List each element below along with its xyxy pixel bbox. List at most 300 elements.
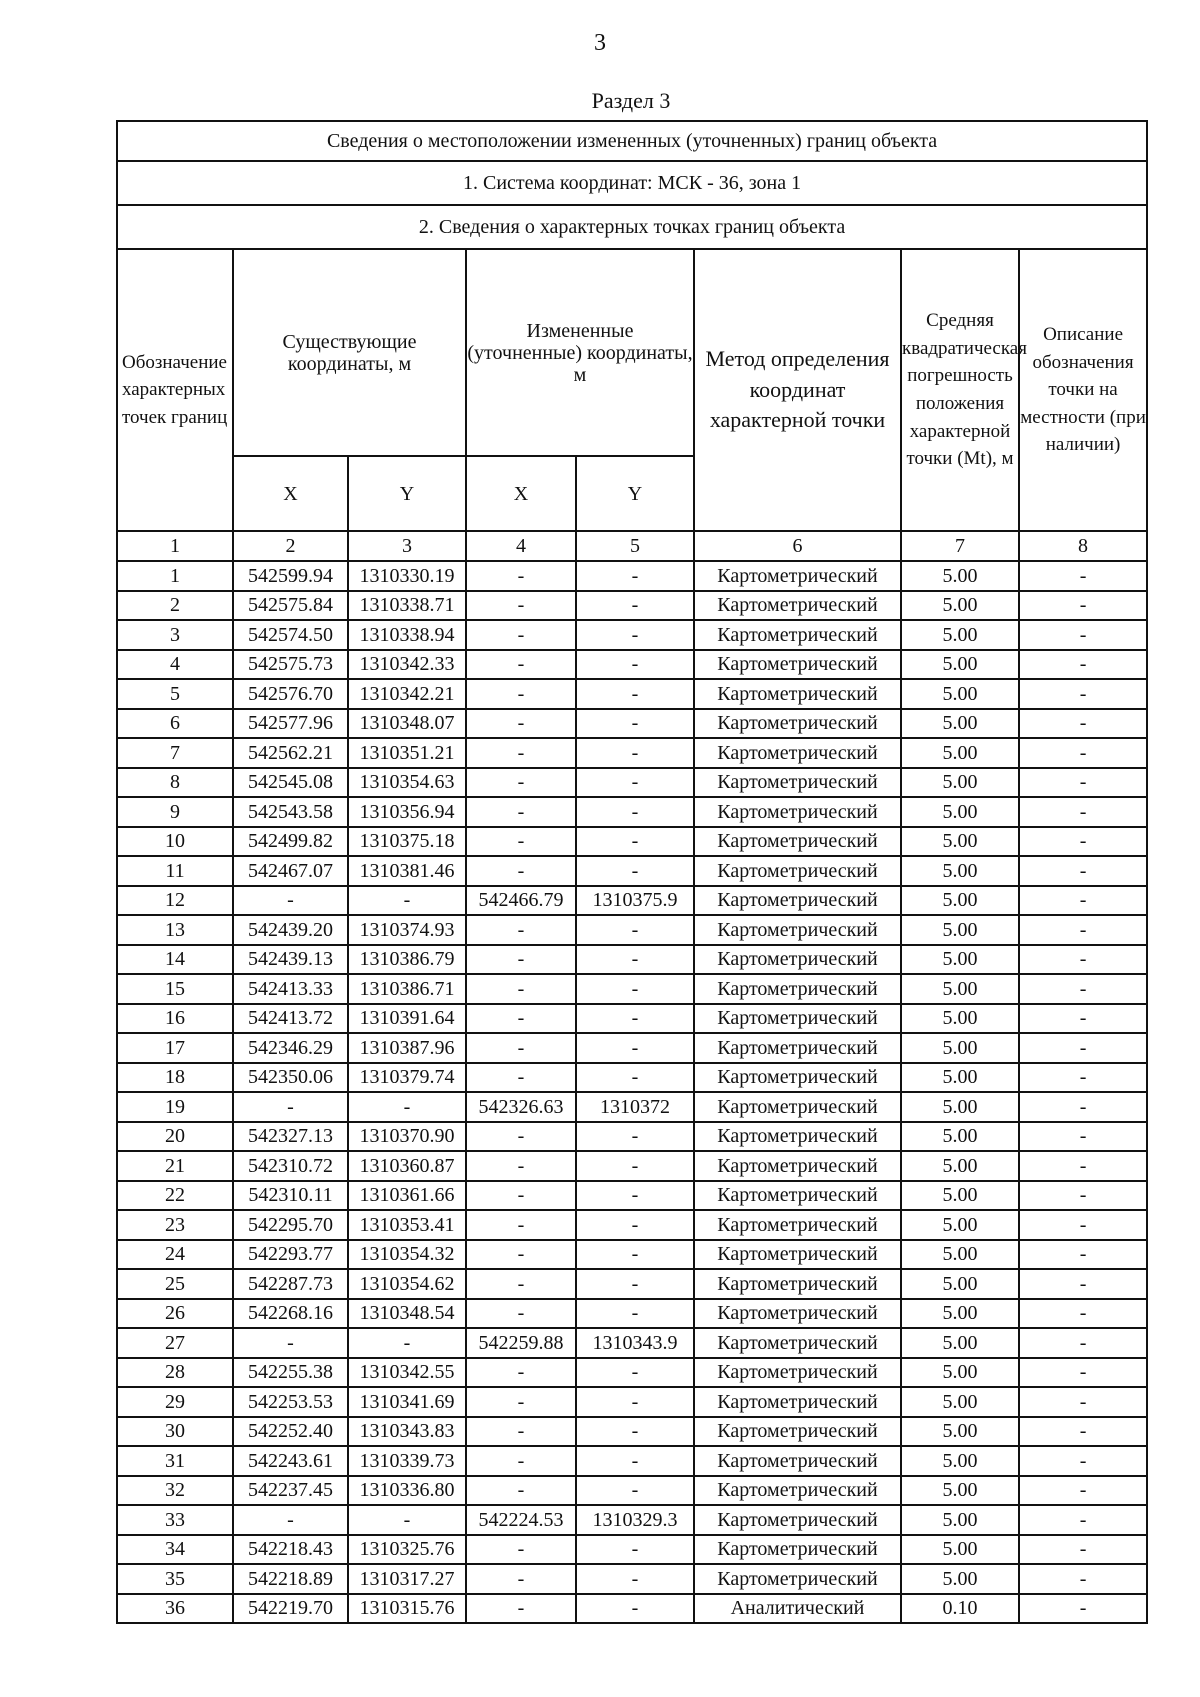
point-number-cell: 32 bbox=[117, 1476, 233, 1506]
existing-y-cell: 1310360.87 bbox=[348, 1151, 466, 1181]
changed-y-cell: - bbox=[576, 1358, 694, 1388]
existing-y-cell: 1310379.74 bbox=[348, 1063, 466, 1093]
error-cell: 5.00 bbox=[901, 1004, 1019, 1034]
method-cell: Картометрический bbox=[694, 886, 901, 916]
table-row bbox=[117, 1535, 1147, 1565]
changed-y-cell: - bbox=[576, 915, 694, 945]
existing-y-cell: 1310348.07 bbox=[348, 709, 466, 739]
description-cell: - bbox=[1019, 591, 1147, 621]
error-cell: 5.00 bbox=[901, 1299, 1019, 1329]
description-cell: - bbox=[1019, 1181, 1147, 1211]
existing-x-cell: 542576.70 bbox=[233, 679, 348, 709]
point-number-cell: 17 bbox=[117, 1033, 233, 1063]
existing-y-cell: - bbox=[348, 1505, 466, 1535]
point-number-cell: 24 bbox=[117, 1240, 233, 1270]
changed-y-cell: 1310375.9 bbox=[576, 886, 694, 916]
description-cell: - bbox=[1019, 561, 1147, 591]
changed-y-cell: - bbox=[576, 561, 694, 591]
header-existing-y: Y bbox=[348, 456, 466, 531]
column-number: 4 bbox=[466, 531, 576, 561]
changed-x-cell: - bbox=[466, 1358, 576, 1388]
existing-x-cell: - bbox=[233, 1328, 348, 1358]
table-row bbox=[117, 915, 1147, 945]
changed-y-cell: - bbox=[576, 591, 694, 621]
changed-y-cell: 1310372 bbox=[576, 1092, 694, 1122]
method-cell: Картометрический bbox=[694, 1446, 901, 1476]
changed-x-cell: - bbox=[466, 620, 576, 650]
point-number-cell: 1 bbox=[117, 561, 233, 591]
changed-y-cell: - bbox=[576, 1004, 694, 1034]
point-number-cell: 9 bbox=[117, 797, 233, 827]
point-number-cell: 5 bbox=[117, 679, 233, 709]
description-cell: - bbox=[1019, 1269, 1147, 1299]
error-cell: 5.00 bbox=[901, 1476, 1019, 1506]
point-number-cell: 35 bbox=[117, 1564, 233, 1594]
table-row bbox=[117, 561, 1147, 591]
method-cell: Картометрический bbox=[694, 1476, 901, 1506]
existing-x-cell: 542413.33 bbox=[233, 974, 348, 1004]
existing-x-cell: 542439.20 bbox=[233, 915, 348, 945]
changed-x-cell: - bbox=[466, 915, 576, 945]
description-cell: - bbox=[1019, 1446, 1147, 1476]
point-number-cell: 3 bbox=[117, 620, 233, 650]
changed-x-cell: - bbox=[466, 1004, 576, 1034]
method-cell: Картометрический bbox=[694, 679, 901, 709]
existing-y-cell: 1310391.64 bbox=[348, 1004, 466, 1034]
description-cell: - bbox=[1019, 915, 1147, 945]
description-cell: - bbox=[1019, 1505, 1147, 1535]
existing-y-cell: 1310354.32 bbox=[348, 1240, 466, 1270]
error-cell: 5.00 bbox=[901, 1358, 1019, 1388]
method-cell: Картометрический bbox=[694, 1151, 901, 1181]
changed-y-cell: - bbox=[576, 1210, 694, 1240]
error-cell: 5.00 bbox=[901, 591, 1019, 621]
error-cell: 5.00 bbox=[901, 561, 1019, 591]
changed-x-cell: - bbox=[466, 738, 576, 768]
table-row bbox=[117, 650, 1147, 680]
existing-x-cell: - bbox=[233, 886, 348, 916]
changed-x-cell: - bbox=[466, 974, 576, 1004]
header-changed-coords: Измененные (уточненные) координаты, м bbox=[466, 249, 694, 456]
method-cell: Картометрический bbox=[694, 1505, 901, 1535]
table-title: Сведения о местоположении измененных (уточненных) границ объекта bbox=[117, 121, 1147, 161]
changed-y-cell: - bbox=[576, 650, 694, 680]
existing-x-cell: 542575.84 bbox=[233, 591, 348, 621]
point-number-cell: 34 bbox=[117, 1535, 233, 1565]
description-cell: - bbox=[1019, 1004, 1147, 1034]
changed-y-cell: - bbox=[576, 709, 694, 739]
column-number: 7 bbox=[901, 531, 1019, 561]
existing-x-cell: 542575.73 bbox=[233, 650, 348, 680]
changed-x-cell: - bbox=[466, 1122, 576, 1152]
table-row bbox=[117, 768, 1147, 798]
point-number-cell: 21 bbox=[117, 1151, 233, 1181]
description-cell: - bbox=[1019, 1417, 1147, 1447]
changed-x-cell: - bbox=[466, 1535, 576, 1565]
changed-x-cell: - bbox=[466, 827, 576, 857]
existing-y-cell: 1310386.79 bbox=[348, 945, 466, 975]
existing-x-cell: 542310.11 bbox=[233, 1181, 348, 1211]
table-row bbox=[117, 1033, 1147, 1063]
changed-y-cell: - bbox=[576, 768, 694, 798]
description-cell: - bbox=[1019, 945, 1147, 975]
existing-y-cell: 1310315.76 bbox=[348, 1594, 466, 1624]
existing-y-cell: - bbox=[348, 1328, 466, 1358]
error-cell: 5.00 bbox=[901, 1092, 1019, 1122]
table-row bbox=[117, 1122, 1147, 1152]
existing-y-cell: 1310325.76 bbox=[348, 1535, 466, 1565]
point-number-cell: 8 bbox=[117, 768, 233, 798]
changed-x-cell: - bbox=[466, 945, 576, 975]
point-number-cell: 7 bbox=[117, 738, 233, 768]
coordinate-system: 1. Система координат: МСК - 36, зона 1 bbox=[117, 161, 1147, 205]
error-cell: 5.00 bbox=[901, 709, 1019, 739]
table-row bbox=[117, 1387, 1147, 1417]
existing-y-cell: 1310330.19 bbox=[348, 561, 466, 591]
changed-x-cell: - bbox=[466, 1240, 576, 1270]
error-cell: 5.00 bbox=[901, 1387, 1019, 1417]
changed-y-cell: - bbox=[576, 1387, 694, 1417]
description-cell: - bbox=[1019, 1092, 1147, 1122]
existing-x-cell: 542255.38 bbox=[233, 1358, 348, 1388]
error-cell: 5.00 bbox=[901, 1122, 1019, 1152]
existing-y-cell: 1310387.96 bbox=[348, 1033, 466, 1063]
changed-x-cell: - bbox=[466, 1269, 576, 1299]
method-cell: Картометрический bbox=[694, 1092, 901, 1122]
method-cell: Картометрический bbox=[694, 945, 901, 975]
method-cell: Картометрический bbox=[694, 1122, 901, 1152]
error-cell: 5.00 bbox=[901, 738, 1019, 768]
changed-x-cell: - bbox=[466, 679, 576, 709]
description-cell: - bbox=[1019, 1033, 1147, 1063]
error-cell: 5.00 bbox=[901, 945, 1019, 975]
description-cell: - bbox=[1019, 1476, 1147, 1506]
existing-y-cell: 1310354.62 bbox=[348, 1269, 466, 1299]
existing-y-cell: 1310361.66 bbox=[348, 1181, 466, 1211]
method-cell: Картометрический bbox=[694, 1004, 901, 1034]
error-cell: 5.00 bbox=[901, 768, 1019, 798]
point-number-cell: 13 bbox=[117, 915, 233, 945]
existing-x-cell: 542543.58 bbox=[233, 797, 348, 827]
table-row bbox=[117, 886, 1147, 916]
column-numbers-row bbox=[117, 531, 1147, 561]
point-number-cell: 15 bbox=[117, 974, 233, 1004]
error-cell: 5.00 bbox=[901, 1564, 1019, 1594]
table-row bbox=[117, 679, 1147, 709]
column-number: 6 bbox=[694, 531, 901, 561]
existing-x-cell: - bbox=[233, 1505, 348, 1535]
existing-y-cell: - bbox=[348, 1092, 466, 1122]
existing-x-cell: 542413.72 bbox=[233, 1004, 348, 1034]
existing-y-cell: 1310354.63 bbox=[348, 768, 466, 798]
point-number-cell: 10 bbox=[117, 827, 233, 857]
changed-x-cell: - bbox=[466, 1151, 576, 1181]
page-number: 3 bbox=[594, 30, 606, 56]
changed-x-cell: - bbox=[466, 650, 576, 680]
changed-y-cell: - bbox=[576, 1151, 694, 1181]
changed-y-cell: - bbox=[576, 797, 694, 827]
existing-y-cell: 1310356.94 bbox=[348, 797, 466, 827]
point-number-cell: 6 bbox=[117, 709, 233, 739]
table-row bbox=[117, 1505, 1147, 1535]
method-cell: Картометрический bbox=[694, 1328, 901, 1358]
point-number-cell: 2 bbox=[117, 591, 233, 621]
method-cell: Картометрический bbox=[694, 591, 901, 621]
description-cell: - bbox=[1019, 886, 1147, 916]
changed-x-cell: - bbox=[466, 1476, 576, 1506]
table-row bbox=[117, 1417, 1147, 1447]
existing-y-cell: 1310336.80 bbox=[348, 1476, 466, 1506]
existing-x-cell: - bbox=[233, 1092, 348, 1122]
existing-y-cell: 1310374.93 bbox=[348, 915, 466, 945]
description-cell: - bbox=[1019, 974, 1147, 1004]
table-row bbox=[117, 1476, 1147, 1506]
changed-x-cell: 542259.88 bbox=[466, 1328, 576, 1358]
changed-y-cell: - bbox=[576, 827, 694, 857]
point-number-cell: 29 bbox=[117, 1387, 233, 1417]
points-heading: 2. Сведения о характерных точках границ объекта bbox=[117, 205, 1147, 249]
error-cell: 5.00 bbox=[901, 1240, 1019, 1270]
existing-y-cell: 1310342.33 bbox=[348, 650, 466, 680]
existing-x-cell: 542253.53 bbox=[233, 1387, 348, 1417]
existing-x-cell: 542218.89 bbox=[233, 1564, 348, 1594]
table-row bbox=[117, 1240, 1147, 1270]
error-cell: 5.00 bbox=[901, 915, 1019, 945]
changed-y-cell: - bbox=[576, 1535, 694, 1565]
method-cell: Картометрический bbox=[694, 1240, 901, 1270]
table-row bbox=[117, 738, 1147, 768]
point-number-cell: 11 bbox=[117, 856, 233, 886]
point-number-cell: 25 bbox=[117, 1269, 233, 1299]
point-number-cell: 27 bbox=[117, 1328, 233, 1358]
changed-y-cell: - bbox=[576, 974, 694, 1004]
table-row bbox=[117, 1594, 1147, 1624]
description-cell: - bbox=[1019, 1328, 1147, 1358]
table-row bbox=[117, 1004, 1147, 1034]
existing-y-cell: 1310342.55 bbox=[348, 1358, 466, 1388]
method-cell: Картометрический bbox=[694, 1358, 901, 1388]
description-cell: - bbox=[1019, 650, 1147, 680]
changed-y-cell: - bbox=[576, 679, 694, 709]
existing-y-cell: 1310317.27 bbox=[348, 1564, 466, 1594]
changed-x-cell: - bbox=[466, 709, 576, 739]
point-number-cell: 4 bbox=[117, 650, 233, 680]
table-row bbox=[117, 1358, 1147, 1388]
changed-y-cell: - bbox=[576, 620, 694, 650]
description-cell: - bbox=[1019, 679, 1147, 709]
point-number-cell: 31 bbox=[117, 1446, 233, 1476]
table-row bbox=[117, 1181, 1147, 1211]
column-number: 3 bbox=[348, 531, 466, 561]
error-cell: 5.00 bbox=[901, 974, 1019, 1004]
changed-y-cell: - bbox=[576, 1594, 694, 1624]
changed-y-cell: - bbox=[576, 1299, 694, 1329]
header-changed-y: Y bbox=[576, 456, 694, 531]
existing-x-cell: 542219.70 bbox=[233, 1594, 348, 1624]
existing-y-cell: 1310338.71 bbox=[348, 591, 466, 621]
existing-y-cell: 1310338.94 bbox=[348, 620, 466, 650]
header-changed-x: X bbox=[466, 456, 576, 531]
method-cell: Картометрический bbox=[694, 620, 901, 650]
changed-y-cell: 1310329.3 bbox=[576, 1505, 694, 1535]
changed-x-cell: 542466.79 bbox=[466, 886, 576, 916]
header-existing-x: X bbox=[233, 456, 348, 531]
existing-y-cell: 1310341.69 bbox=[348, 1387, 466, 1417]
table-row bbox=[117, 1151, 1147, 1181]
point-number-cell: 12 bbox=[117, 886, 233, 916]
method-cell: Картометрический bbox=[694, 1210, 901, 1240]
changed-y-cell: - bbox=[576, 856, 694, 886]
changed-x-cell: - bbox=[466, 1299, 576, 1329]
error-cell: 5.00 bbox=[901, 1269, 1019, 1299]
table-row bbox=[117, 856, 1147, 886]
error-cell: 5.00 bbox=[901, 650, 1019, 680]
existing-x-cell: 542577.96 bbox=[233, 709, 348, 739]
table-row bbox=[117, 591, 1147, 621]
method-cell: Картометрический bbox=[694, 738, 901, 768]
existing-x-cell: 542268.16 bbox=[233, 1299, 348, 1329]
point-number-cell: 28 bbox=[117, 1358, 233, 1388]
table-row bbox=[117, 620, 1147, 650]
changed-x-cell: - bbox=[466, 1033, 576, 1063]
existing-y-cell: 1310353.41 bbox=[348, 1210, 466, 1240]
changed-y-cell: - bbox=[576, 738, 694, 768]
method-cell: Картометрический bbox=[694, 1417, 901, 1447]
changed-y-cell: - bbox=[576, 1476, 694, 1506]
changed-y-cell: - bbox=[576, 1063, 694, 1093]
column-number: 1 bbox=[117, 531, 233, 561]
existing-x-cell: 542467.07 bbox=[233, 856, 348, 886]
existing-x-cell: 542287.73 bbox=[233, 1269, 348, 1299]
existing-y-cell: 1310375.18 bbox=[348, 827, 466, 857]
error-cell: 5.00 bbox=[901, 1446, 1019, 1476]
method-cell: Картометрический bbox=[694, 768, 901, 798]
header-existing-coords: Существующие координаты, м bbox=[233, 249, 466, 456]
column-number: 8 bbox=[1019, 531, 1147, 561]
table-row bbox=[117, 797, 1147, 827]
description-cell: - bbox=[1019, 709, 1147, 739]
method-cell: Картометрический bbox=[694, 974, 901, 1004]
existing-y-cell: - bbox=[348, 886, 466, 916]
description-cell: - bbox=[1019, 738, 1147, 768]
changed-x-cell: - bbox=[466, 1594, 576, 1624]
description-cell: - bbox=[1019, 1240, 1147, 1270]
table-row bbox=[117, 945, 1147, 975]
existing-y-cell: 1310342.21 bbox=[348, 679, 466, 709]
error-cell: 5.00 bbox=[901, 1535, 1019, 1565]
changed-y-cell: - bbox=[576, 1122, 694, 1152]
error-cell: 5.00 bbox=[901, 797, 1019, 827]
point-number-cell: 22 bbox=[117, 1181, 233, 1211]
error-cell: 5.00 bbox=[901, 1181, 1019, 1211]
changed-x-cell: - bbox=[466, 591, 576, 621]
method-cell: Картометрический bbox=[694, 1181, 901, 1211]
changed-y-cell: - bbox=[576, 945, 694, 975]
error-cell: 5.00 bbox=[901, 1505, 1019, 1535]
description-cell: - bbox=[1019, 1594, 1147, 1624]
method-cell: Картометрический bbox=[694, 561, 901, 591]
method-cell: Аналитический bbox=[694, 1594, 901, 1624]
changed-x-cell: - bbox=[466, 1446, 576, 1476]
method-cell: Картометрический bbox=[694, 915, 901, 945]
changed-y-cell: - bbox=[576, 1564, 694, 1594]
description-cell: - bbox=[1019, 1564, 1147, 1594]
existing-x-cell: 542293.77 bbox=[233, 1240, 348, 1270]
table-row bbox=[117, 827, 1147, 857]
method-cell: Картометрический bbox=[694, 1299, 901, 1329]
changed-y-cell: - bbox=[576, 1181, 694, 1211]
point-number-cell: 19 bbox=[117, 1092, 233, 1122]
method-cell: Картометрический bbox=[694, 1033, 901, 1063]
existing-x-cell: 542310.72 bbox=[233, 1151, 348, 1181]
existing-y-cell: 1310351.21 bbox=[348, 738, 466, 768]
description-cell: - bbox=[1019, 1151, 1147, 1181]
table-row bbox=[117, 709, 1147, 739]
error-cell: 5.00 bbox=[901, 679, 1019, 709]
existing-y-cell: 1310381.46 bbox=[348, 856, 466, 886]
existing-x-cell: 542562.21 bbox=[233, 738, 348, 768]
changed-y-cell: - bbox=[576, 1033, 694, 1063]
existing-x-cell: 542599.94 bbox=[233, 561, 348, 591]
method-cell: Картометрический bbox=[694, 709, 901, 739]
method-cell: Картометрический bbox=[694, 1269, 901, 1299]
error-cell: 0.10 bbox=[901, 1594, 1019, 1624]
changed-x-cell: - bbox=[466, 768, 576, 798]
column-number: 2 bbox=[233, 531, 348, 561]
point-number-cell: 23 bbox=[117, 1210, 233, 1240]
description-cell: - bbox=[1019, 1358, 1147, 1388]
existing-x-cell: 542545.08 bbox=[233, 768, 348, 798]
changed-x-cell: - bbox=[466, 1210, 576, 1240]
changed-x-cell: - bbox=[466, 1564, 576, 1594]
existing-x-cell: 542499.82 bbox=[233, 827, 348, 857]
existing-y-cell: 1310343.83 bbox=[348, 1417, 466, 1447]
table-row bbox=[117, 1092, 1147, 1122]
table-row bbox=[117, 1063, 1147, 1093]
description-cell: - bbox=[1019, 1122, 1147, 1152]
existing-x-cell: 542218.43 bbox=[233, 1535, 348, 1565]
description-cell: - bbox=[1019, 1535, 1147, 1565]
existing-x-cell: 542350.06 bbox=[233, 1063, 348, 1093]
changed-x-cell: - bbox=[466, 1181, 576, 1211]
description-cell: - bbox=[1019, 1063, 1147, 1093]
point-number-cell: 20 bbox=[117, 1122, 233, 1152]
description-cell: - bbox=[1019, 856, 1147, 886]
header-designation: Обозначение характерных точек границ bbox=[117, 249, 233, 531]
changed-x-cell: - bbox=[466, 797, 576, 827]
existing-y-cell: 1310348.54 bbox=[348, 1299, 466, 1329]
point-number-cell: 18 bbox=[117, 1063, 233, 1093]
section-label: Раздел 3 bbox=[591, 88, 671, 113]
header-error: Средняя квадратическая погрешность положения характерной точки (Mt), м bbox=[901, 249, 1019, 531]
existing-y-cell: 1310370.90 bbox=[348, 1122, 466, 1152]
description-cell: - bbox=[1019, 827, 1147, 857]
changed-y-cell: - bbox=[576, 1240, 694, 1270]
error-cell: 5.00 bbox=[901, 1063, 1019, 1093]
method-cell: Картометрический bbox=[694, 650, 901, 680]
table-row bbox=[117, 1269, 1147, 1299]
header-description: Описание обозначения точки на местности (при наличии) bbox=[1019, 249, 1147, 531]
table-row bbox=[117, 1299, 1147, 1329]
table-row bbox=[117, 1328, 1147, 1358]
error-cell: 5.00 bbox=[901, 827, 1019, 857]
existing-x-cell: 542252.40 bbox=[233, 1417, 348, 1447]
existing-y-cell: 1310339.73 bbox=[348, 1446, 466, 1476]
point-number-cell: 30 bbox=[117, 1417, 233, 1447]
method-cell: Картометрический bbox=[694, 1387, 901, 1417]
description-cell: - bbox=[1019, 768, 1147, 798]
table-row bbox=[117, 1210, 1147, 1240]
